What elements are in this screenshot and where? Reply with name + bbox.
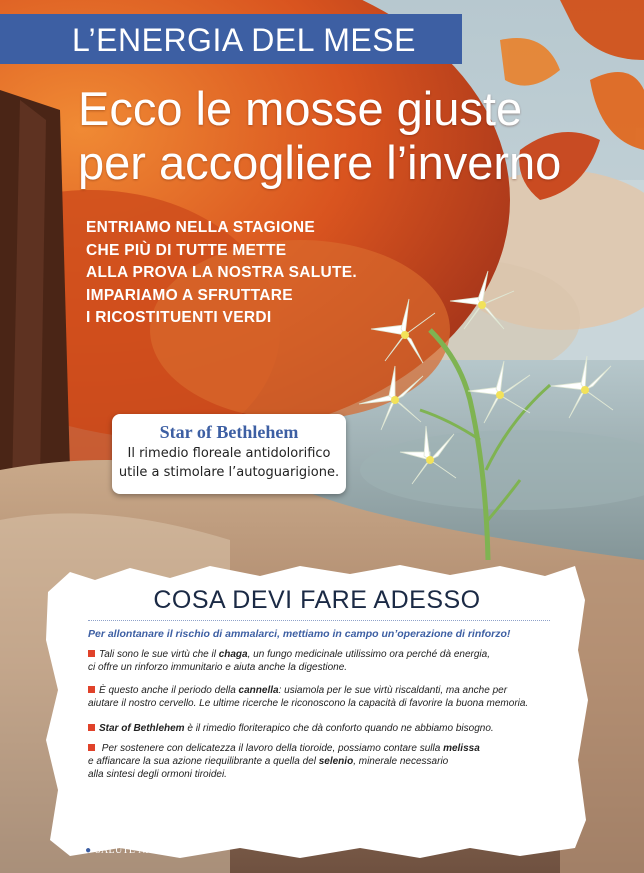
magazine-name: SALUTE NATURALE	[95, 845, 194, 856]
bullet-keyword: cannella	[238, 685, 279, 696]
bullet-keyword: chaga	[218, 649, 248, 660]
subhead-line: CHE PIÙ DI TUTTE METTE	[86, 241, 287, 259]
panel-divider	[88, 620, 550, 621]
headline	[78, 82, 618, 190]
bullet-square-icon	[88, 724, 95, 731]
bullet-text: È questo anche il periodo della	[99, 685, 239, 696]
bullet-text: e affiancare la sua azione riequilibrante a quella del	[88, 756, 319, 767]
bullet-text: , un fungo medicinale utilissimo ora perché dà energia,	[247, 649, 490, 660]
caption-line-1: Il rimedio floreale antidolorifico	[127, 446, 331, 461]
subhead-line: ENTRIAMO NELLA STAGIONE	[86, 219, 316, 236]
panel-title: COSA DEVI FARE ADESSO	[153, 586, 481, 614]
photo-caption	[112, 414, 346, 494]
bullet-keyword: Star of Bethlehem	[99, 723, 185, 734]
bullet-text: aiutare il nostro cervello. Le ultime ricerche le riconoscono la capacità di favorire la buona memoria.	[88, 698, 529, 709]
bullet-square-icon	[88, 744, 95, 751]
caption-title: Star of Bethlehem	[159, 422, 299, 442]
advice-panel	[62, 580, 572, 835]
subhead-line: ALLA PROVA LA NOSTRA SALUTE.	[86, 264, 358, 281]
headline-line-2: per accogliere l’inverno	[78, 136, 562, 189]
headline-line-1: Ecco le mosse giuste	[78, 82, 523, 135]
bullet-text: , minerale necessario	[353, 756, 449, 767]
bullet-square-icon	[88, 686, 95, 693]
advice-item-cannella	[88, 684, 558, 710]
advice-item-star-of-bethlehem	[88, 722, 558, 735]
bullet-keyword: melissa	[443, 743, 480, 754]
section-label: L’ENERGIA DEL MESE	[72, 22, 416, 58]
section-banner	[0, 14, 462, 64]
advice-item-chaga	[88, 648, 558, 674]
subhead-line: I RICOSTITUENTI VERDI	[86, 309, 272, 326]
panel-intro: Per allontanare il rischio di ammalarci, mettiamo in campo un’operazione di rinforzo!	[88, 628, 511, 640]
bullet-text: ci offre un rinforzo immunitario e aiuta anche la digestione.	[88, 662, 348, 673]
footer-dot-icon: ●	[85, 845, 92, 856]
bullet-text: è il rimedio floriterapico che dà conforto quando ne abbiamo bisogno.	[184, 723, 494, 734]
bullet-text: Tali sono le sue virtù che il	[99, 649, 219, 660]
caption-line-2: utile a stimolare l’autoguarigione.	[118, 465, 340, 480]
page-number: 28	[70, 845, 82, 856]
bullet-square-icon	[88, 650, 95, 657]
bullet-text: : usiamola per le sue virtù riscaldanti, ma anche per	[278, 685, 508, 696]
bullet-keyword: selenio	[318, 756, 354, 767]
bullet-text: Per sostenere con delicatezza il lavoro della tioroide, possiamo contare sulla	[99, 743, 444, 754]
page-footer	[70, 845, 193, 856]
subheadline	[86, 217, 357, 330]
bullet-text: alla sintesi degli ormoni tiroidei.	[88, 769, 227, 780]
subhead-line: IMPARIAMO A SFRUTTARE	[86, 286, 293, 304]
advice-item-melissa	[88, 742, 558, 781]
